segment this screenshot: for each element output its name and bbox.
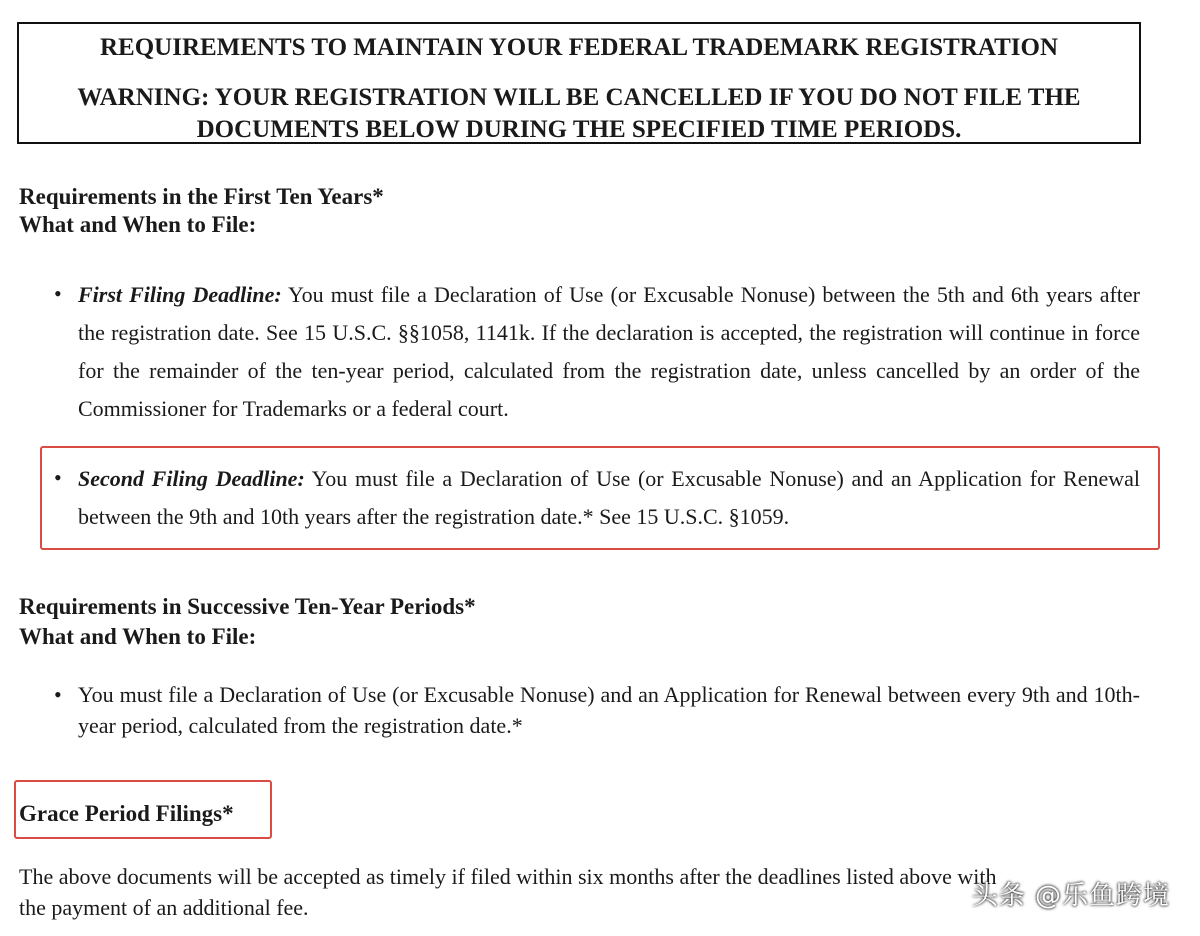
section-heading-first-ten-years [19, 183, 384, 239]
warning-header-box [17, 22, 1141, 144]
heading-first-ten-years: Requirements in the First Ten Years* [19, 184, 384, 209]
second-filing-deadline-text: You must file a Declaration of Use (or Excusable Nonuse) and an Application for Renewal between the 9th and 10th years after the registration date.* See 15 U.S.C. §1059. [78, 466, 1140, 529]
bullet-icon: • [54, 281, 62, 306]
grace-period-text-line-1: The above documents will be accepted as timely if filed within six months after the deadlines listed above with [19, 864, 997, 889]
watermark-logo: 头条 @乐鱼跨境 [971, 881, 1170, 911]
heading-grace-period: Grace Period Filings* [19, 801, 234, 826]
first-filing-deadline-item [78, 276, 1140, 428]
document-title: REQUIREMENTS TO MAINTAIN YOUR FEDERAL TRADEMARK REGISTRATION [99, 34, 1058, 61]
first-filing-deadline-text: You must file a Declaration of Use (or Excusable Nonuse) between the 5th and 6th years after the registration date. See 15 U.S.C. §§1058, 1141k. If the declaration is accepted, the registration will continue in force for the remainder of the ten-year period, calculated from the registration date, unless cancelled by an order of the Commissioner for Trademarks or a federal court. [78, 282, 1140, 421]
bullet-icon: • [54, 682, 62, 707]
warning-line-2: DOCUMENTS BELOW DURING THE SPECIFIED TIME PERIODS. [196, 116, 962, 143]
first-filing-deadline-label: First Filing Deadline: [78, 282, 282, 307]
second-filing-deadline-label: Second Filing Deadline: [78, 466, 305, 491]
section-heading-successive-periods [19, 592, 476, 652]
heading-successive-periods: Requirements in Successive Ten-Year Periods* [19, 594, 476, 619]
warning-text [19, 82, 1139, 146]
warning-line-1: WARNING: YOUR REGISTRATION WILL BE CANCELLED IF YOU DO NOT FILE THE [77, 84, 1081, 111]
subheading-what-when-successive: What and When to File: [19, 624, 257, 649]
second-filing-deadline-item [78, 460, 1140, 536]
subheading-what-when: What and When to File: [19, 212, 257, 237]
successive-periods-item: You must file a Declaration of Use (or Excusable Nonuse) and an Application for Renewal between every 9th and 10th-year period, calculated from the registration date.* [78, 682, 1140, 738]
grace-period-text-line-2: the payment of an additional fee. [19, 895, 309, 920]
bullet-icon: • [54, 465, 62, 490]
